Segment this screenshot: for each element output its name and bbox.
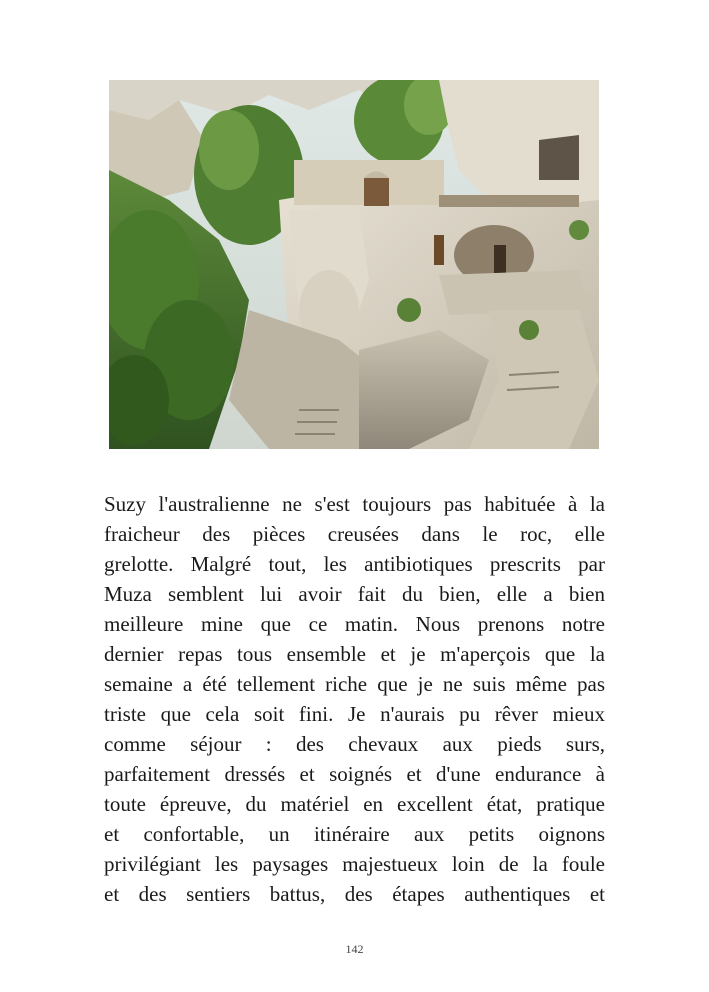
body-line: privilégiant les paysages majestueux loin de la foule bbox=[104, 852, 605, 876]
page-number: 142 bbox=[345, 942, 364, 956]
body-line: semaine a été tellement riche que je ne suis même pas bbox=[104, 672, 605, 696]
body-line: triste que cela soit fini. Je n'aurais pu rêver mieux bbox=[104, 702, 605, 726]
body-text bbox=[104, 489, 605, 909]
body-line: dernier repas tous ensemble et je m'aperçois que la bbox=[104, 642, 605, 666]
body-line: Suzy l'australienne ne s'est toujours pas habituée à la bbox=[104, 492, 605, 516]
body-line: fraicheur des pièces creusées dans le roc, elle bbox=[104, 522, 605, 546]
body-line: toute épreuve, du matériel en excellent état, pratique bbox=[104, 792, 605, 816]
body-line: Muza semblent lui avoir fait du bien, elle a bien bbox=[104, 582, 605, 606]
body-line: comme séjour : des chevaux aux pieds surs, bbox=[104, 732, 605, 756]
body-line: et des sentiers battus, des étapes authentiques et bbox=[104, 882, 605, 906]
body-line: parfaitement dressés et soignés et d'une endurance à bbox=[104, 762, 605, 786]
body-line: et confortable, un itinéraire aux petits oignons bbox=[104, 822, 605, 846]
body-line: meilleure mine que ce matin. Nous prenons notre bbox=[104, 612, 605, 636]
cave-dwellings-photo bbox=[109, 80, 599, 449]
body-line: grelotte. Malgré tout, les antibiotiques prescrits par bbox=[104, 552, 605, 576]
